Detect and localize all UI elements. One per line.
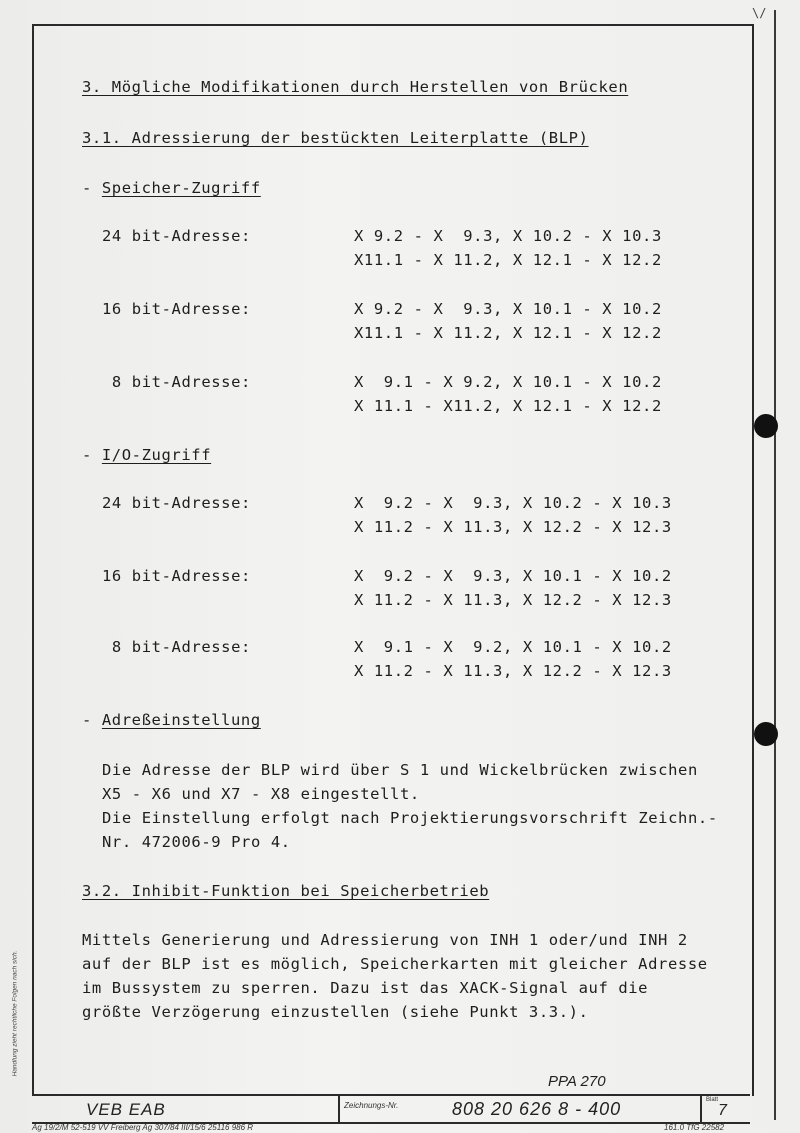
section-3-1-title: 3.1. Adressierung der bestückten Leiterplatte (BLP): [82, 129, 589, 147]
sheet-number: 7: [718, 1102, 727, 1119]
io-bridge: X 11.2 - X 11.3, X 12.2 - X 12.3: [354, 662, 672, 680]
speicher-bridge: X 11.1 - X11.2, X 12.1 - X 12.2: [354, 397, 662, 415]
adress-line: Die Adresse der BLP wird über S 1 und Wickelbrücken zwischen: [102, 761, 698, 779]
section-3-2-title: 3.2. Inhibit-Funktion bei Speicherbetrieb: [82, 882, 490, 900]
io-label: 8 bit-Adresse:: [102, 638, 251, 656]
corner-mark: \/: [752, 6, 767, 20]
speicher-bridge: X 9.2 - X 9.3, X 10.1 - X 10.2: [354, 300, 662, 318]
speicher-heading: - Speicher-Zugriff: [82, 179, 261, 197]
speicher-label: 24 bit-Adresse:: [102, 227, 251, 245]
section-3-title: 3. Mögliche Modifikationen durch Herstellen von Brücken: [82, 78, 629, 96]
io-bridge: X 9.2 - X 9.3, X 10.1 - X 10.2: [354, 567, 672, 585]
adress-line: X5 - X6 und X7 - X8 eingestellt.: [102, 785, 420, 803]
drawing-number: 808 20 626 8 - 400: [452, 1099, 622, 1119]
margin-note: Handlung zieht rechtliche Folgen nach sich.: [11, 950, 19, 1077]
company-name: VEB EAB: [86, 1100, 166, 1119]
io-heading: - I/O-Zugriff: [82, 446, 212, 464]
speicher-title: Speicher-Zugriff: [101, 179, 261, 197]
print-imprint: Ag 19/2/M 52-519 VV Freiberg Ag 307/84 III/15/6 25116 986 R: [32, 1123, 254, 1132]
inhibit-line: Mittels Generierung und Adressierung von INH 1 oder/und INH 2: [82, 931, 688, 949]
handwritten-code: PPA 270: [548, 1073, 606, 1090]
io-label: 16 bit-Adresse:: [102, 567, 251, 585]
speicher-bridge: X11.1 - X 11.2, X 12.1 - X 12.2: [354, 324, 662, 342]
sheet-label: Blatt: [706, 1097, 719, 1103]
title-block-divider: [338, 1096, 340, 1122]
speicher-label: 8 bit-Adresse:: [102, 373, 251, 391]
speicher-label: 16 bit-Adresse:: [102, 300, 251, 318]
io-title: I/O-Zugriff: [101, 446, 212, 464]
speicher-bridge: X 9.2 - X 9.3, X 10.2 - X 10.3: [354, 227, 662, 245]
page-edge-line: [774, 10, 776, 1120]
adress-line: Nr. 472006-9 Pro 4.: [102, 833, 291, 851]
adress-line: Die Einstellung erfolgt nach Projektierungsvorschrift Zeichn.-: [102, 809, 718, 827]
inhibit-line: größte Verzögerung einzustellen (siehe Punkt 3.3.).: [82, 1003, 589, 1021]
speicher-bridge: X 9.1 - X 9.2, X 10.1 - X 10.2: [354, 373, 662, 391]
adress-title: Adreßeinstellung: [101, 711, 261, 729]
punch-hole: [754, 722, 778, 746]
title-block: [32, 1094, 750, 1124]
speicher-bridge: X11.1 - X 11.2, X 12.1 - X 12.2: [354, 251, 662, 269]
io-bridge: X 11.2 - X 11.3, X 12.2 - X 12.3: [354, 518, 672, 536]
punch-hole: [754, 414, 778, 438]
inhibit-line: im Bussystem zu sperren. Dazu ist das XACK-Signal auf die: [82, 979, 649, 997]
form-number: 161.0 TfG 22582: [664, 1123, 725, 1132]
io-bridge: X 11.2 - X 11.3, X 12.2 - X 12.3: [354, 591, 672, 609]
io-bridge: X 9.1 - X 9.2, X 10.1 - X 10.2: [354, 638, 672, 656]
io-label: 24 bit-Adresse:: [102, 494, 251, 512]
title-block-divider: [700, 1096, 702, 1122]
adress-heading: - Adreßeinstellung: [82, 711, 261, 729]
drawing-number-label: Zeichnungs-Nr.: [344, 1101, 399, 1110]
io-bridge: X 9.2 - X 9.3, X 10.2 - X 10.3: [354, 494, 672, 512]
inhibit-line: auf der BLP ist es möglich, Speicherkarten mit gleicher Adresse: [82, 955, 708, 973]
